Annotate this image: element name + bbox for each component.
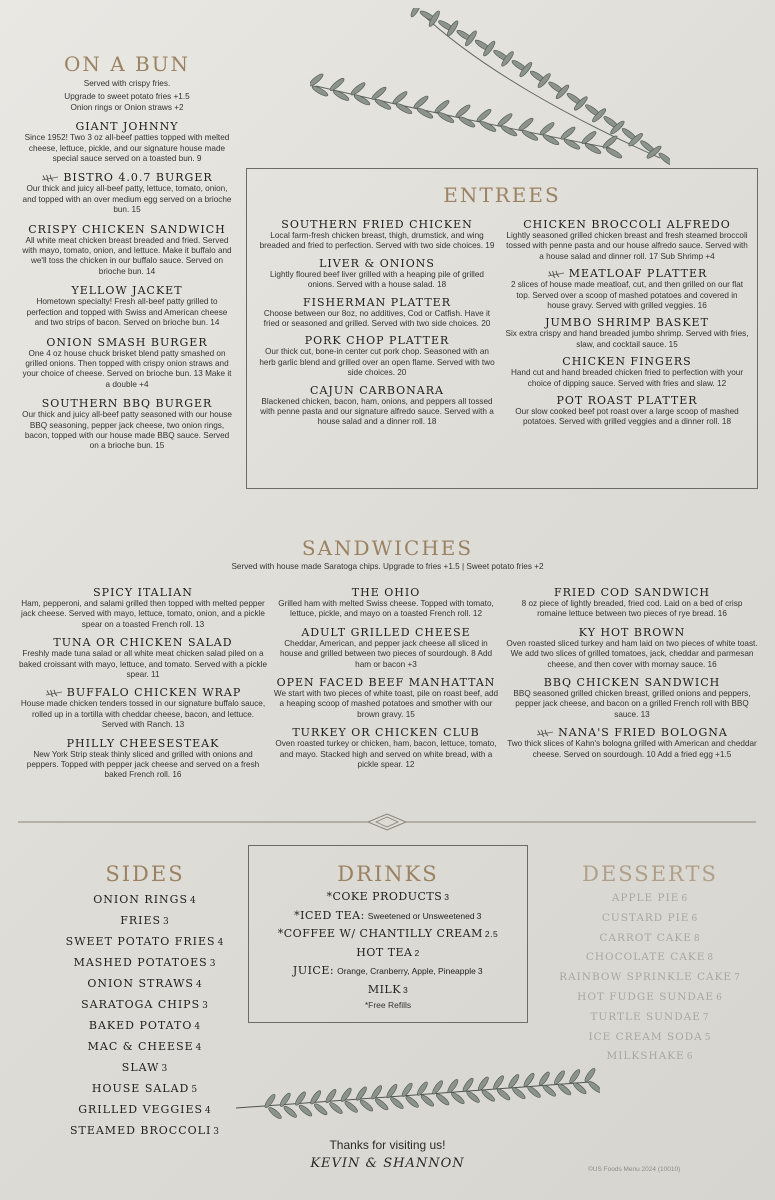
leaf-icon <box>45 689 63 697</box>
rosemary-leaf <box>557 1082 573 1096</box>
drink-item-price: 3 <box>402 984 409 995</box>
menu-item-description: 8 oz piece of lightly breaded, fried cod. Laid on a bed of crisp romaine lettuce between two pieces of rye bread. 16 <box>521 599 743 619</box>
dessert-item-price: 6 <box>686 1052 694 1063</box>
menu-item-name <box>505 218 749 231</box>
menu-item <box>257 334 497 378</box>
menu-item <box>506 676 758 720</box>
side-item-name: MAC & CHEESE <box>87 1040 194 1053</box>
menu-item-name <box>506 586 758 599</box>
rosemary-leaf <box>328 1101 344 1115</box>
rosemary-sprig-bottom-illustration <box>230 1060 600 1120</box>
menu-item <box>18 737 268 781</box>
leaf-icon <box>536 729 554 737</box>
menu-item-name <box>22 397 232 410</box>
rosemary-leaf <box>454 103 471 119</box>
dessert-item-name: MILKSHAKE <box>606 1050 685 1063</box>
side-item-name: BAKED POTATO <box>88 1019 193 1032</box>
rosemary-leaf <box>522 1072 535 1088</box>
rosemary-leaf <box>370 86 387 102</box>
menu-item-name-text: TUNA OR CHICKEN SALAD <box>53 636 233 650</box>
menu-item-name <box>272 726 500 739</box>
drink-item-name: MILK <box>367 982 401 996</box>
side-item-price: 3 <box>163 917 170 927</box>
sides-title: SIDES <box>105 862 185 886</box>
drink-item-price: 3 <box>476 910 482 921</box>
copyright-note: ©US Foods Menu 2024 (10010) <box>588 1166 681 1173</box>
menu-item-name <box>505 394 749 407</box>
side-item-name: ONION STRAWS <box>87 977 194 990</box>
desserts-section <box>540 862 760 1067</box>
dessert-item-price: 6 <box>691 913 699 924</box>
menu-item <box>257 218 497 252</box>
menu-item <box>257 296 497 330</box>
menu-item-name <box>272 626 500 639</box>
side-item <box>40 1079 250 1100</box>
rosemary-leaf <box>294 1090 307 1106</box>
rosemary-leaf <box>420 1093 436 1107</box>
menu-item-description: One 4 oz house chuck brisket blend patty smashed on grilled onions. Then topped with crispy onion straws and your choice of cheese. Served on brioche bun. 13 Make it a double +4 <box>22 348 232 389</box>
menu-item <box>18 686 268 730</box>
side-item-price: 4 <box>205 1106 212 1116</box>
rosemary-leaf <box>395 102 413 116</box>
dessert-item <box>540 889 760 909</box>
rosemary-leaf <box>526 1085 542 1099</box>
menu-item-name <box>22 171 232 184</box>
menu-item-description: Lightly seasoned grilled chicken breast and fresh steamed broccoli tossed with penne pasta and our house alfredo sauce. Served with a house salad and dinner roll. 17 Sub Shrimp +4 <box>506 231 748 261</box>
menu-item-name <box>506 676 758 689</box>
menu-item <box>257 257 497 291</box>
side-item <box>40 890 250 911</box>
side-item-name: ONION RINGS <box>93 893 188 906</box>
menu-item-description: Local farm-fresh chicken breast, thigh, drumstick, and wing breaded and fried to perfection. Served with two side choices. 19 <box>259 231 495 251</box>
rosemary-leaf <box>435 1092 451 1106</box>
rosemary-leaf <box>310 72 325 88</box>
drink-item <box>249 907 527 926</box>
drink-item <box>249 925 527 944</box>
rosemary-leaf <box>521 129 539 143</box>
menu-item-name-text: BISTRO 4.0.7 BURGER <box>63 171 213 185</box>
menu-item <box>22 120 232 164</box>
menu-item-name <box>18 636 268 649</box>
sandwiches-title: SANDWICHES <box>301 536 474 560</box>
rosemary-leaf <box>374 1097 390 1111</box>
rosemary-leaf <box>416 106 434 120</box>
side-item <box>40 974 250 995</box>
side-item-name: FRIES <box>120 914 162 927</box>
side-item-name: STEAMED BROCCOLI <box>69 1124 212 1137</box>
menu-item-name-text: FRIED COD SANDWICH <box>554 586 710 599</box>
rosemary-sprig-top-illustration <box>310 8 670 168</box>
dessert-item <box>540 1028 760 1048</box>
menu-item-name <box>257 296 497 309</box>
rosemary-leaf <box>374 98 392 112</box>
leaf-icon <box>41 174 59 182</box>
menu-item-description: Hand cut and hand breaded chicken fried to perfection with your choice of dipping sauce. Served with fries and slaw. 12 <box>510 368 744 388</box>
section-divider <box>18 812 756 832</box>
side-item <box>40 911 250 932</box>
drink-item-price: 2 <box>414 947 420 958</box>
menu-item-name <box>18 586 268 599</box>
drink-item-detail: Sweetened or Unsweetened <box>367 910 475 921</box>
menu-item <box>505 267 749 311</box>
menu-item-name <box>506 626 758 639</box>
rosemary-leaf <box>538 121 555 137</box>
drink-item-name: HOT TEA <box>356 945 413 959</box>
side-item-name: HOUSE SALAD <box>91 1082 190 1095</box>
on-a-bun-section <box>22 52 232 452</box>
side-item-name: SLAW <box>121 1061 160 1074</box>
menu-item-description: BBQ seasoned grilled chicken breast, grilled onions and peppers, pepper jack cheese, and bacon on a grilled French roll with BBQ sauce. 13 <box>513 689 751 719</box>
menu-item-description: Freshly made tuna salad or all white meat chicken salad piled on a baked croissant with mayo, lettuce, and tomato. Served with a pickle spear. 11 <box>18 649 268 680</box>
menu-item-name-text: YELLOW JACKET <box>71 284 183 298</box>
menu-item-name-text: SOUTHERN BBQ BURGER <box>41 397 213 411</box>
drink-item-name: *ICED TEA: <box>294 908 365 922</box>
menu-item-name-text: FISHERMAN PLATTER <box>303 295 451 309</box>
menu-item-name-text: NANA'S FRIED BOLOGNA <box>558 726 728 740</box>
rosemary-leaf <box>500 124 518 138</box>
rosemary-leaf <box>332 89 350 103</box>
rosemary-leaf <box>343 1100 359 1114</box>
menu-item-name-text: ADULT GRILLED CHEESE <box>301 625 471 639</box>
dessert-item <box>540 968 760 988</box>
menu-item-name-text: THE OHIO <box>351 586 421 599</box>
entrees-left-column <box>257 213 497 428</box>
drink-item <box>249 981 527 1000</box>
rosemary-leaf <box>328 77 345 93</box>
dessert-item-name: ICE CREAM SODA <box>588 1030 703 1043</box>
on-a-bun-upgrade: Onion rings or Onion straws +2 <box>70 102 184 112</box>
dessert-item <box>540 909 760 929</box>
on-a-bun-title: ON A BUN <box>63 52 191 76</box>
rosemary-leaf <box>563 137 581 151</box>
on-a-bun-subtitle: Served with crispy fries. <box>83 79 171 88</box>
menu-item-description: Oven roasted turkey or chicken, ham, bacon, lettuce, tomato, and mayo. Stacked high and served on white bread, with a pickle spear. 12 <box>275 739 497 770</box>
menu-item-name-text: OPEN FACED BEEF MANHATTAN <box>276 676 496 690</box>
dessert-item-name: CHOCOLATE CAKE <box>585 951 706 964</box>
rosemary-leaf <box>605 146 623 160</box>
desserts-title: DESSERTS <box>582 862 718 886</box>
menu-item <box>505 355 749 389</box>
sides-section <box>40 862 250 1142</box>
rosemary-leaf <box>601 134 618 150</box>
rosemary-leaf <box>475 108 492 124</box>
menu-item-name <box>506 726 758 739</box>
rosemary-leaf <box>437 111 455 125</box>
menu-item-name-text: SPICY ITALIAN <box>93 586 193 599</box>
menu-item-name <box>505 267 749 280</box>
menu-item <box>18 636 268 680</box>
side-item-price: 3 <box>161 1064 169 1074</box>
menu-item <box>506 626 758 670</box>
rosemary-leaf <box>538 1071 551 1087</box>
sandwiches-column-2 <box>272 580 500 770</box>
drinks-box <box>248 845 528 1023</box>
dessert-item-name: TURTLE SUNDAE <box>590 1010 701 1023</box>
rosemary-leaf <box>309 1089 322 1105</box>
rosemary-leaf <box>359 1098 375 1112</box>
side-item-name: MASHED POTATOES <box>73 956 208 969</box>
rosemary-leaf <box>511 1086 527 1100</box>
menu-item-description: Our thick cut, bone-in center cut pork chop. Seasoned with an herb garlic blend and grilled over an open flame. Served with two side choices. 20 <box>259 347 495 378</box>
dessert-item <box>540 1008 760 1028</box>
leaf-icon <box>547 270 565 278</box>
menu-item-name-text: ONION SMASH BURGER <box>46 335 208 349</box>
menu-item-name <box>18 686 268 699</box>
dessert-item-name: CARROT CAKE <box>599 931 692 944</box>
owners-signature: KEVIN & SHANNON <box>310 1156 465 1171</box>
dessert-item <box>540 948 760 968</box>
menu-item <box>18 586 268 630</box>
menu-item-name-text: PORK CHOP PLATTER <box>304 334 450 348</box>
menu-item-description: House made chicken tenders tossed in our signature buffalo sauce, rolled up in a tortilla with cheddar cheese, bacon, and lettuce. Served with Ranch. 13 <box>20 699 266 730</box>
rosemary-leaf <box>313 1102 329 1116</box>
sandwiches-subtitle: Served with house made Saratoga chips. Upgrade to fries +1.5 | Sweet potato fries +2 <box>231 562 544 571</box>
rosemary-leaf <box>458 115 476 129</box>
dessert-item-price: 5 <box>704 1032 712 1043</box>
menu-item-name-text: CHICKEN FINGERS <box>562 355 692 369</box>
rosemary-leaf <box>496 112 513 128</box>
rosemary-leaf <box>568 1068 581 1084</box>
side-item <box>40 1100 250 1121</box>
drink-item <box>249 888 527 907</box>
dessert-item-name: RAINBOW SPRINKLE CAKE <box>559 971 733 984</box>
drink-item-price: 3 <box>477 966 484 977</box>
side-item <box>40 932 250 953</box>
side-item-price: 3 <box>209 959 217 969</box>
entrees-right-column <box>505 213 749 428</box>
drink-item-price: 3 <box>444 892 450 902</box>
rosemary-leaf <box>583 1067 596 1083</box>
rosemary-leaf <box>584 142 602 156</box>
side-item-price: 3 <box>213 1127 221 1137</box>
dessert-item <box>540 929 760 949</box>
side-item-price: 3 <box>202 1001 209 1011</box>
rosemary-leaf <box>559 125 576 141</box>
drink-item-name: *COKE PRODUCTS <box>326 890 443 903</box>
sandwiches-column-1 <box>18 580 268 781</box>
dessert-item-price: 8 <box>707 953 715 964</box>
rosemary-leaf <box>517 117 534 133</box>
drink-item-detail: Orange, Cranberry, Apple, Pineapple <box>337 966 476 977</box>
rosemary-leaf <box>263 1093 276 1109</box>
menu-item-description: Our slow cooked beef pot roast over a large scoop of mashed potatoes. Served with grilled veggies and a dinner roll. 18 <box>515 407 739 427</box>
menu-item <box>272 726 500 770</box>
side-item-name: SWEET POTATO FRIES <box>65 935 216 948</box>
menu-item <box>22 397 232 452</box>
menu-item-description: All white meat chicken breast breaded and fried. Served with mayo, tomato, onion, and lettuce. Make it buffalo and we'll toss the chicken in our buffalo sauce. Served on brioche bun. 14 <box>22 235 232 276</box>
rosemary-leaf <box>412 94 429 110</box>
rosemary-leaf <box>311 84 329 98</box>
menu-item-name-text: SOUTHERN FRIED CHICKEN <box>281 218 473 231</box>
sandwiches-section <box>0 536 775 572</box>
rosemary-leaf <box>391 90 408 106</box>
side-item <box>40 1037 250 1058</box>
rosemary-leaf <box>587 1080 600 1094</box>
menu-item-name <box>257 257 497 270</box>
menu-item <box>505 394 749 428</box>
side-item-price: 4 <box>195 980 203 990</box>
rosemary-leaf <box>496 1087 512 1101</box>
dessert-item-price: 8 <box>693 933 701 944</box>
dessert-item <box>540 988 760 1008</box>
menu-item-description: Grilled ham with melted Swiss cheese. Topped with tomato, lettuce, pickle, and mayo on a toasted French roll. 12 <box>278 599 494 619</box>
menu-item-name <box>22 223 232 236</box>
rosemary-leaf <box>349 81 366 97</box>
side-item-price: 5 <box>191 1085 199 1095</box>
menu-item-description: We start with two pieces of white toast, pile on roast beef, add a heaping scoop of mashed potatoes and smother with our brown gravy. 15 <box>273 689 499 719</box>
menu-item-name-text: PHILLY CHEESESTEAK <box>66 736 220 750</box>
menu-item-description: Blackened chicken, bacon, ham, onions, and peppers all tossed with penne pasta and our signature alfredo sauce. Served with a house salad and a dinner roll. 18 <box>260 396 494 427</box>
menu-item <box>505 316 749 350</box>
drink-item-name: JUICE: <box>292 964 335 978</box>
rosemary-leaf <box>282 1105 298 1119</box>
menu-item-name <box>22 284 232 297</box>
menu-item <box>22 171 232 215</box>
drink-item-name: *COFFEE W/ CHANTILLY CREAM <box>277 927 483 941</box>
menu-item-name <box>22 336 232 349</box>
menu-item-name-text: CHICKEN BROCCOLI ALFREDO <box>523 218 731 231</box>
menu-item-description: Cheddar, American, and pepper jack cheese all sliced in house and grilled between two pieces of sourdough. 8 Add ham or bacon +3 <box>279 638 493 669</box>
rosemary-leaf <box>324 1088 337 1104</box>
menu-item-name-text: JUMBO SHRIMP BASKET <box>545 316 709 330</box>
menu-item <box>22 336 232 391</box>
menu-item-description: Our thick and juicy all-beef patty seasoned with our house BBQ seasoning, pepper jack cheese, two onion rings, bacon, topped with our house made BBQ sauce. Served on a brioche bun. 15 <box>22 410 232 451</box>
menu-item-name <box>257 218 497 231</box>
menu-item-name <box>272 586 500 599</box>
menu-item-description: Our thick and juicy all-beef patty, lettuce, tomato, onion, and topped with an over medium egg served on a brioche bun. 15 <box>22 184 232 215</box>
menu-item-name-text: POT ROAST PLATTER <box>556 394 698 408</box>
on-a-bun-upgrade: Upgrade to sweet potato fries +1.5 <box>64 92 190 102</box>
drink-item-price: 2.5 <box>484 929 499 940</box>
sandwiches-column-3 <box>506 580 758 760</box>
menu-item-name-text: GIANT JOHNNY <box>75 120 179 134</box>
rosemary-leaf <box>433 99 450 115</box>
menu-item <box>272 586 500 620</box>
rosemary-leaf <box>404 1095 420 1109</box>
menu-item <box>505 218 749 262</box>
menu-item-name-text: LIVER & ONIONS <box>319 256 435 270</box>
dessert-item-name: APPLE PIE <box>611 892 680 904</box>
entrees-box <box>246 168 758 489</box>
side-item-name: GRILLED VEGGIES <box>78 1103 204 1116</box>
menu-item-name <box>18 737 268 750</box>
drink-item <box>249 962 527 981</box>
side-item-price: 4 <box>217 938 225 948</box>
entrees-title: ENTREES <box>443 183 561 207</box>
menu-item-name-text: BBQ CHICKEN SANDWICH <box>543 676 721 690</box>
rosemary-leaf <box>465 1090 481 1104</box>
menu-item-name-text: MEATLOAF PLATTER <box>568 267 708 281</box>
side-item <box>40 953 250 974</box>
side-item-price: 4 <box>189 896 197 906</box>
dessert-item-name: CUSTARD PIE <box>601 911 690 924</box>
menu-item-description: Oven roasted sliced turkey and ham laid on two pieces of white toast. We add two slices of grilled tomatoes, jack, cheddar and parmesan cheese, and then cover with mornay sauce. 16 <box>506 638 758 669</box>
dessert-item-price: 6 <box>716 992 723 1003</box>
menu-item-name <box>22 120 232 133</box>
menu-item-description: New York Strip steak thinly sliced and grilled with onions and peppers. Topped with pepper jack cheese and served on a fresh baked French roll. 16 <box>26 749 260 780</box>
menu-item-description: Six extra crispy and hand breaded jumbo shrimp. Served with fries, slaw, and cocktail sauce. 15 <box>505 329 749 349</box>
rosemary-leaf <box>541 1084 557 1098</box>
menu-item-description: Ham, pepperoni, and salami grilled then topped with melted pepper jack cheese. Served with mayo, lettuce, tomato, onion, and a pickle spear on a toasted French roll. 13 <box>21 599 265 629</box>
rosemary-leaf <box>542 133 560 147</box>
rosemary-leaf <box>298 1103 314 1117</box>
rosemary-leaf <box>657 151 670 167</box>
menu-item <box>22 223 232 278</box>
side-item-name: SARATOGA CHIPS <box>81 998 201 1011</box>
rosemary-leaf <box>279 1092 292 1108</box>
menu-item-name <box>505 316 749 329</box>
drinks-title: DRINKS <box>337 862 439 886</box>
drink-item <box>249 944 527 963</box>
side-item-price: 4 <box>195 1043 203 1053</box>
menu-item-description: Lightly floured beef liver grilled with a heaping pile of grilled onions. Served with a house salad. 18 <box>270 269 484 290</box>
menu-item-name-text: KY HOT BROWN <box>578 625 686 639</box>
rosemary-leaf <box>267 1106 283 1120</box>
menu-item <box>272 626 500 670</box>
menu-item-name <box>257 384 497 397</box>
dessert-item-price: 7 <box>734 973 741 984</box>
rosemary-leaf <box>389 1096 405 1110</box>
side-item <box>40 1058 250 1079</box>
dessert-item-price: 7 <box>702 1012 710 1023</box>
menu-item <box>506 586 758 620</box>
menu-item-name-text: TURKEY OR CHICKEN CLUB <box>292 726 480 740</box>
menu-item-name-text: BUFFALO CHICKEN WRAP <box>66 686 242 700</box>
rosemary-leaf <box>580 130 597 146</box>
menu-item-description: Since 1952! Two 3 oz all-beef patties topped with melted cheese, lettuce, pickle, and our signature house made special sauce served on a toasted bun. 9 <box>24 133 230 164</box>
menu-item <box>22 284 232 328</box>
side-item-price: 4 <box>194 1022 202 1032</box>
side-item <box>40 1016 250 1037</box>
rosemary-leaf <box>481 1089 497 1103</box>
menu-item-description: 2 slices of house made meatloaf, cut, and then grilled on our flat top. Served over a scoop of mashed potatoes and covered in house gravy. Served with grilled veggies. 16 <box>510 280 744 311</box>
menu-item-description: Two thick slices of Kahn's bologna grilled with American and cheddar cheese. Served on sourdough. 10 Add a fried egg +1.5 <box>507 739 757 759</box>
menu-item <box>272 676 500 720</box>
menu-item-name <box>505 355 749 368</box>
menu-item-name-text: CRISPY CHICKEN SANDWICH <box>28 222 226 236</box>
menu-item-description: Choose between our 8oz, no additives, Cod or Catfish. Have it fried or seasoned and grilled. Served with two side choices. 20 <box>263 308 491 329</box>
rosemary-leaf <box>479 120 497 134</box>
rosemary-leaf <box>553 1069 566 1085</box>
menu-item-name <box>272 676 500 689</box>
menu-item <box>257 384 497 428</box>
thanks-message: Thanks for visiting us! <box>329 1138 446 1152</box>
rosemary-leaf <box>450 1091 466 1105</box>
rosemary-leaf <box>353 93 371 107</box>
menu-item-name <box>257 334 497 347</box>
menu-item <box>506 726 758 760</box>
side-item <box>40 995 250 1016</box>
dessert-item-name: HOT FUDGE SUNDAE <box>577 990 715 1003</box>
menu-item-description: Hometown specialty! Fresh all-beef patty grilled to perfection and topped with Swiss and American cheese and two strips of bacon. Served on brioche bun. 14 <box>26 297 228 328</box>
menu-item-name-text: CAJUN CARBONARA <box>310 383 444 397</box>
dessert-item-price: 6 <box>681 894 689 904</box>
free-refills-note: *Free Refills <box>364 999 412 1010</box>
